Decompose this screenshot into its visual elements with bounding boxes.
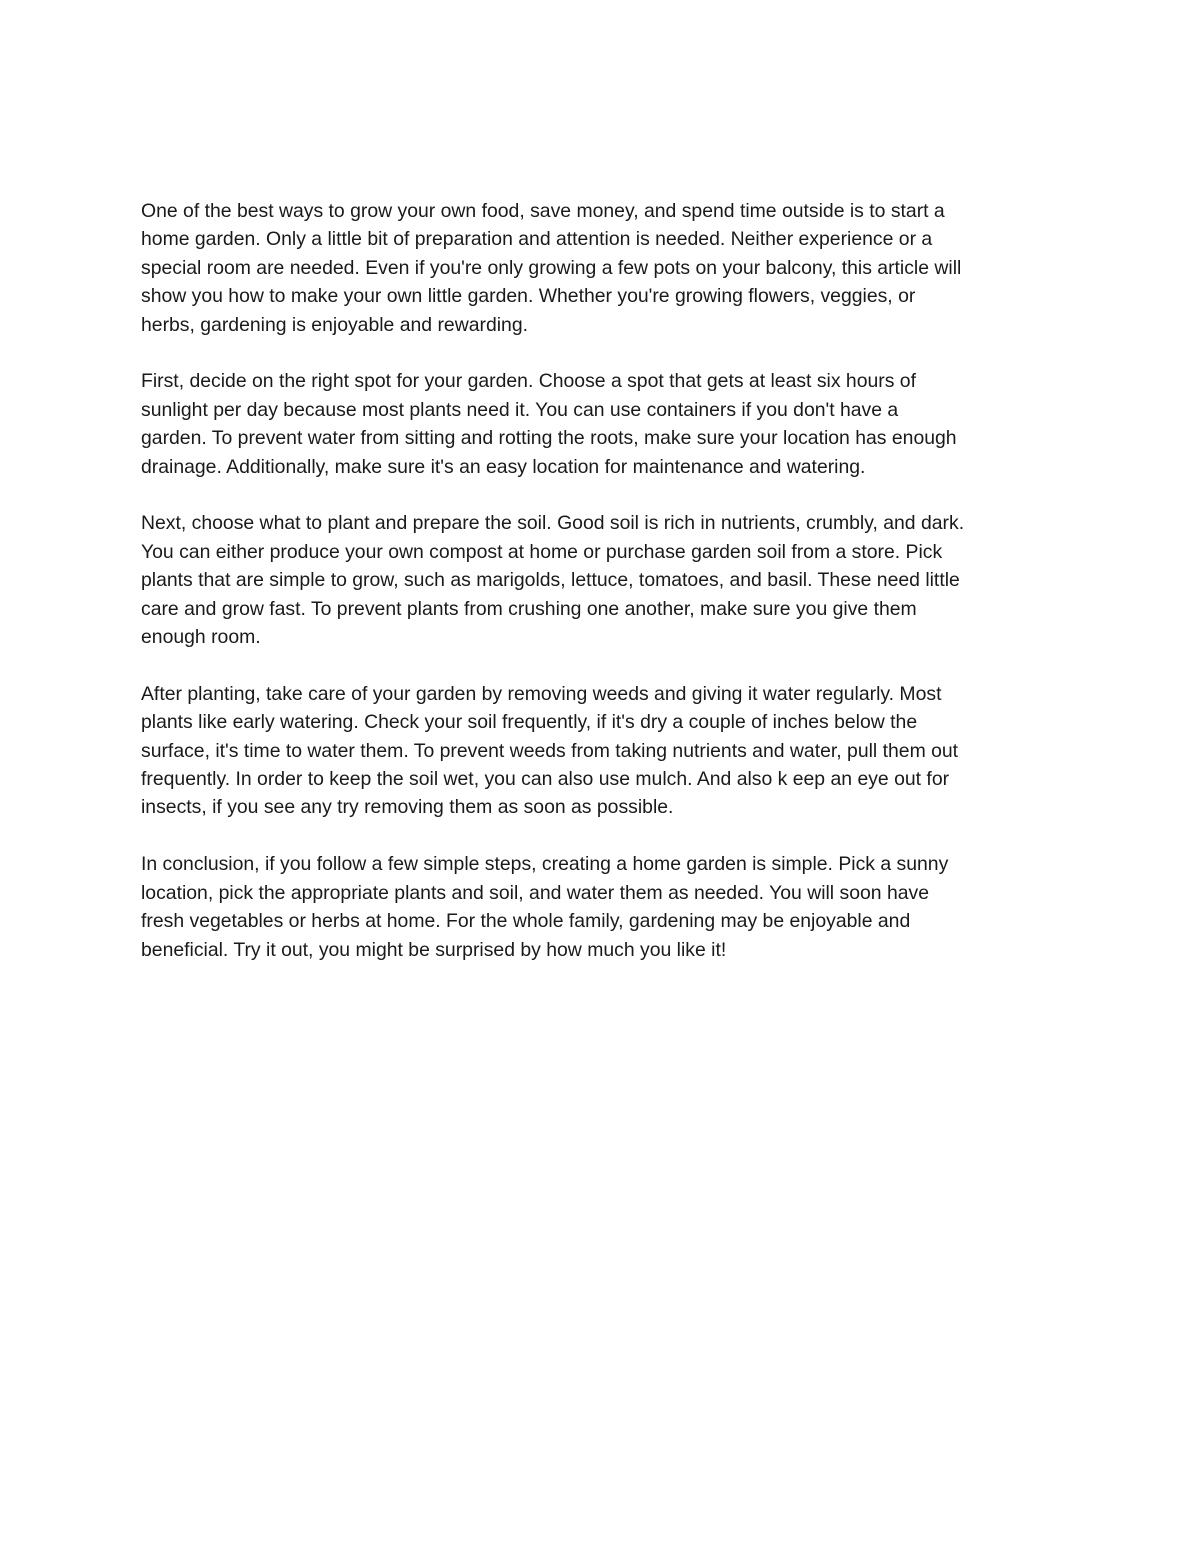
text-line: beneficial. Try it out, you might be surprised by how much you like it! xyxy=(141,938,727,961)
text-line: special room are needed. Even if you're only growing a few pots on your balcony, this article will xyxy=(141,256,962,279)
paragraph-choose-spot xyxy=(141,367,1071,481)
text-line: insects, if you see any try removing them as soon as possible. xyxy=(141,796,674,819)
text-line: Next, choose what to plant and prepare the soil. Good soil is rich in nutrients, crumbly, and dark. xyxy=(141,512,965,535)
text-line: drainage. Additionally, make sure it's an easy location for maintenance and watering. xyxy=(141,455,866,478)
paragraph-garden-care xyxy=(141,680,1071,822)
text-line: One of the best ways to grow your own food, save money, and spend time outside is to start a xyxy=(141,200,945,222)
text-line: location, pick the appropriate plants and soil, and water them as needed. You will soon have xyxy=(141,881,929,904)
paragraph-introduction xyxy=(141,197,1071,339)
paragraph-conclusion xyxy=(141,850,1071,964)
text-line: plants like early watering. Check your soil frequently, if it's dry a couple of inches below the xyxy=(141,711,918,734)
text-line: fresh vegetables or herbs at home. For the whole family, gardening may be enjoyable and xyxy=(141,910,911,933)
text-line: plants that are simple to grow, such as marigolds, lettuce, tomatoes, and basil. These need little xyxy=(141,569,960,592)
text-line: You can either produce your own compost at home or purchase garden soil from a store. Pick xyxy=(141,540,943,563)
text-line: In conclusion, if you follow a few simple steps, creating a home garden is simple. Pick a sunny xyxy=(141,853,949,876)
text-line: surface, it's time to water them. To prevent weeds from taking nutrients and water, pull them out xyxy=(141,739,959,762)
text-line: frequently. In order to keep the soil wet, you can also use mulch. And also k eep an eye out for xyxy=(141,768,950,791)
text-line: sunlight per day because most plants need it. You can use containers if you don't have a xyxy=(141,398,899,421)
text-line: enough room. xyxy=(141,626,261,649)
text-line: show you how to make your own little garden. Whether you're growing flowers, veggies, or xyxy=(141,285,916,308)
text-line: After planting, take care of your garden by removing weeds and giving it water regularly. Most xyxy=(141,682,942,705)
text-line: home garden. Only a little bit of preparation and attention is needed. Neither experience or a xyxy=(141,228,933,251)
text-line: garden. To prevent water from sitting and rotting the roots, make sure your location has enough xyxy=(141,427,957,450)
text-line: care and grow fast. To prevent plants from crushing one another, make sure you give them xyxy=(141,597,917,620)
text-line: herbs, gardening is enjoyable and rewarding. xyxy=(141,313,528,336)
paragraph-soil-and-plants xyxy=(141,509,1071,651)
text-line: First, decide on the right spot for your garden. Choose a spot that gets at least six hours of xyxy=(141,370,916,393)
document-body xyxy=(141,197,1071,992)
